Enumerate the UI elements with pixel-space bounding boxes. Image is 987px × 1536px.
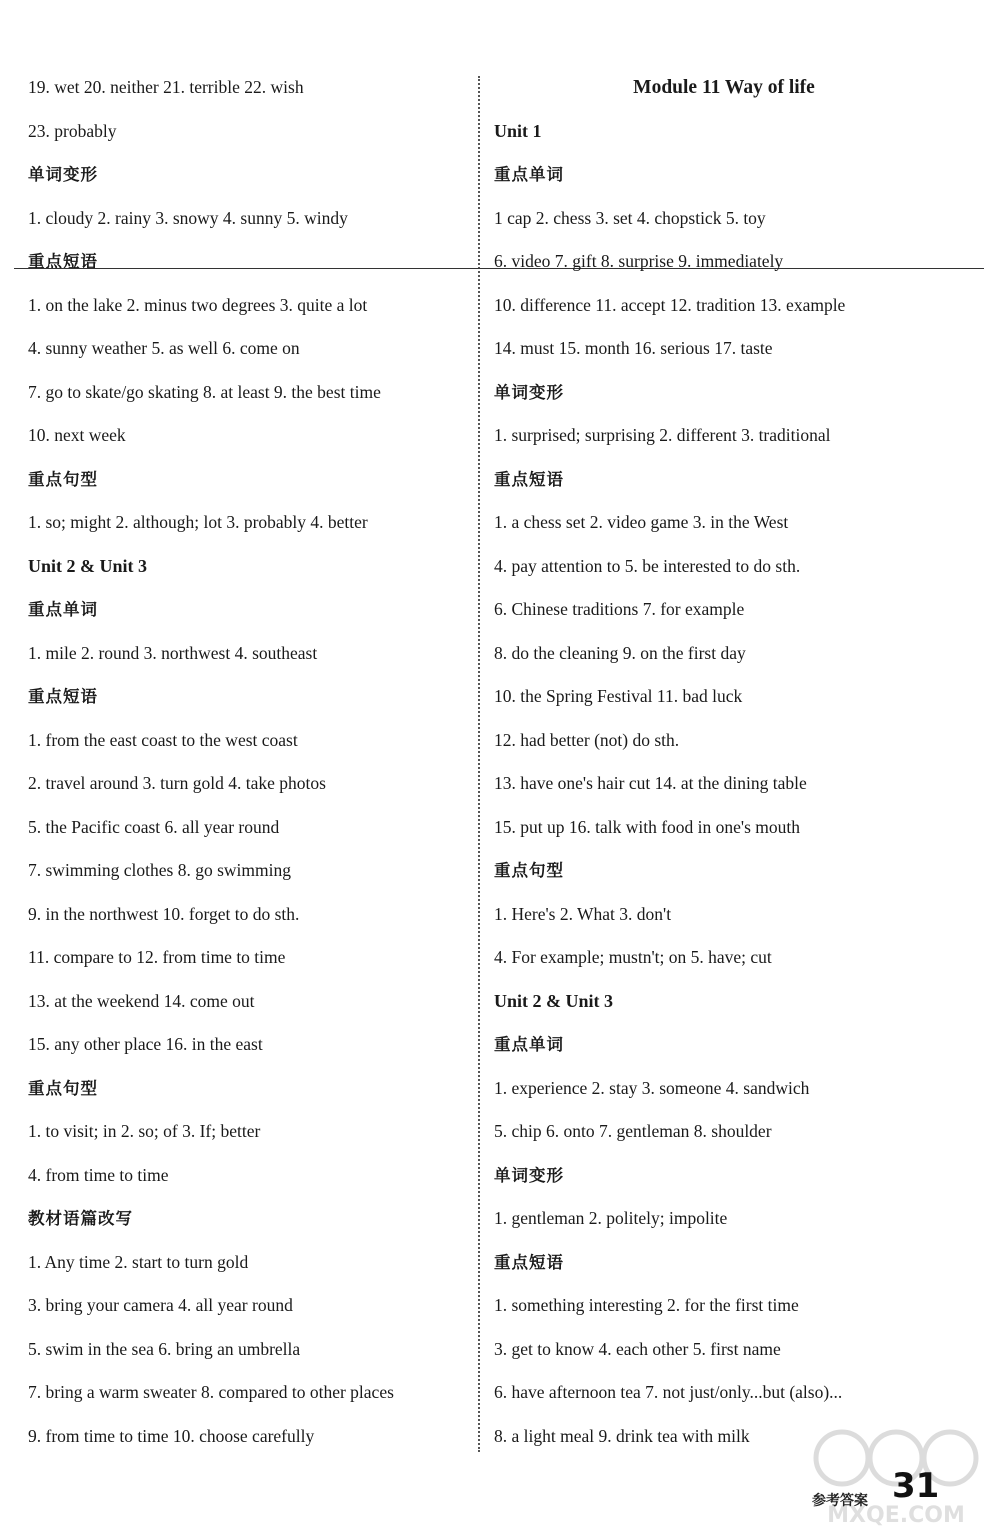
answer-line: 6. Chinese traditions 7. for example [494, 599, 745, 619]
answer-line: 1. from the east coast to the west coast [28, 729, 298, 750]
answer-line: 13. have one's hair cut 14. at the dining table [494, 773, 807, 793]
right-column [494, 66, 954, 1458]
answer-line: 23. probably [28, 120, 117, 141]
answer-line: 9. in the northwest 10. forget to do sth. [28, 903, 300, 924]
answer-line: 1. experience 2. stay 3. someone 4. sandwich [494, 1077, 810, 1098]
answer-line: 6. have afternoon tea 7. not just/only...but (also)... [494, 1382, 843, 1402]
answer-line: 8. a light meal 9. drink tea with milk [494, 1425, 750, 1446]
answer-line: 1. cloudy 2. rainy 3. snowy 4. sunny 5. windy [28, 207, 348, 228]
answer-line: 1. something interesting 2. for the first time [494, 1295, 799, 1315]
module-title: Module 11 Way of life [633, 77, 815, 98]
answer-line: 1. Any time 2. start to turn gold [28, 1251, 249, 1272]
section-heading: 重点单词 [28, 600, 98, 619]
answer-line: 1. gentleman 2. politely; impolite [494, 1208, 728, 1228]
column-divider [478, 76, 480, 1452]
answer-line: 1. to visit; in 2. so; of 3. If; better [28, 1121, 261, 1141]
answer-line: 1. so; might 2. although; lot 3. probably 4. better [28, 512, 368, 532]
unit-heading: Unit 1 [494, 120, 542, 141]
section-heading: 重点句型 [494, 861, 564, 880]
answer-line: 5. swim in the sea 6. bring an umbrella [28, 1338, 301, 1359]
answer-line: 1. on the lake 2. minus two degrees 3. quite a lot [28, 294, 368, 315]
answer-line: 6. video 7. gift 8. surprise 9. immediately [494, 251, 784, 271]
answer-line: 5. chip 6. onto 7. gentleman 8. shoulder [494, 1121, 772, 1141]
answer-line: 7. swimming clothes 8. go swimming [28, 860, 291, 880]
section-heading: 重点单词 [494, 165, 564, 184]
unit-heading: Unit 2 & Unit 3 [494, 990, 614, 1011]
answer-line: 11. compare to 12. from time to time [28, 947, 286, 967]
answer-line: 4. For example; mustn't; on 5. have; cut [494, 947, 772, 967]
answer-line: 7. bring a warm sweater 8. compared to other places [28, 1382, 394, 1402]
answer-line: 2. travel around 3. turn gold 4. take photos [28, 773, 326, 793]
answer-line: 15. put up 16. talk with food in one's mouth [494, 816, 800, 837]
answer-line: 3. bring your camera 4. all year round [28, 1295, 293, 1315]
section-heading: 单词变形 [28, 165, 98, 184]
answer-line: 13. at the weekend 14. come out [28, 990, 255, 1011]
section-heading: 重点单词 [494, 1035, 564, 1054]
answer-line: 14. must 15. month 16. serious 17. taste [494, 338, 773, 358]
watermark-text: MXQE.COM [827, 1503, 965, 1528]
answer-line: 1 cap 2. chess 3. set 4. chopstick 5. toy [494, 207, 766, 228]
left-column [28, 66, 468, 1458]
answer-line: 1. surprised; surprising 2. different 3. traditional [494, 425, 831, 445]
page-number: 31 [892, 1466, 940, 1506]
answer-line: 3. get to know 4. each other 5. first name [494, 1338, 781, 1359]
answer-line: 10. the Spring Festival 11. bad luck [494, 686, 743, 706]
section-heading: 教材语篇改写 [28, 1209, 133, 1228]
answer-line: 8. do the cleaning 9. on the first day [494, 642, 746, 663]
answer-line: 4. sunny weather 5. as well 6. come on [28, 338, 300, 358]
answer-line: 12. had better (not) do sth. [494, 729, 680, 750]
answer-line: 9. from time to time 10. choose carefully [28, 1425, 315, 1446]
answer-line: 10. difference 11. accept 12. tradition 13. example [494, 294, 846, 315]
section-heading: 重点短语 [494, 1252, 564, 1272]
answer-key-label: 参考答案 [812, 1493, 868, 1509]
section-heading: 重点短语 [28, 687, 98, 706]
answer-line: 5. the Pacific coast 6. all year round [28, 816, 280, 837]
answer-line: 1. a chess set 2. video game 3. in the West [494, 512, 789, 532]
section-heading: 重点句型 [28, 469, 98, 489]
answer-line: 7. go to skate/go skating 8. at least 9. the best time [28, 381, 381, 402]
unit-heading: Unit 2 & Unit 3 [28, 555, 148, 576]
answer-line: 1. Here's 2. What 3. don't [494, 903, 672, 924]
section-heading: 单词变形 [494, 1165, 564, 1185]
section-heading: 单词变形 [494, 382, 564, 402]
answer-line: 15. any other place 16. in the east [28, 1034, 263, 1054]
answer-line: 19. wet 20. neither 21. terrible 22. wish [28, 77, 304, 97]
section-heading: 重点短语 [28, 252, 98, 271]
section-heading: 重点短语 [494, 469, 564, 489]
answer-line: 4. pay attention to 5. be interested to do sth. [494, 555, 801, 576]
section-heading: 重点句型 [28, 1078, 98, 1098]
answer-line: 1. mile 2. round 3. northwest 4. southeast [28, 642, 318, 663]
answer-line: 4. from time to time [28, 1164, 169, 1185]
answer-line: 10. next week [28, 425, 126, 445]
